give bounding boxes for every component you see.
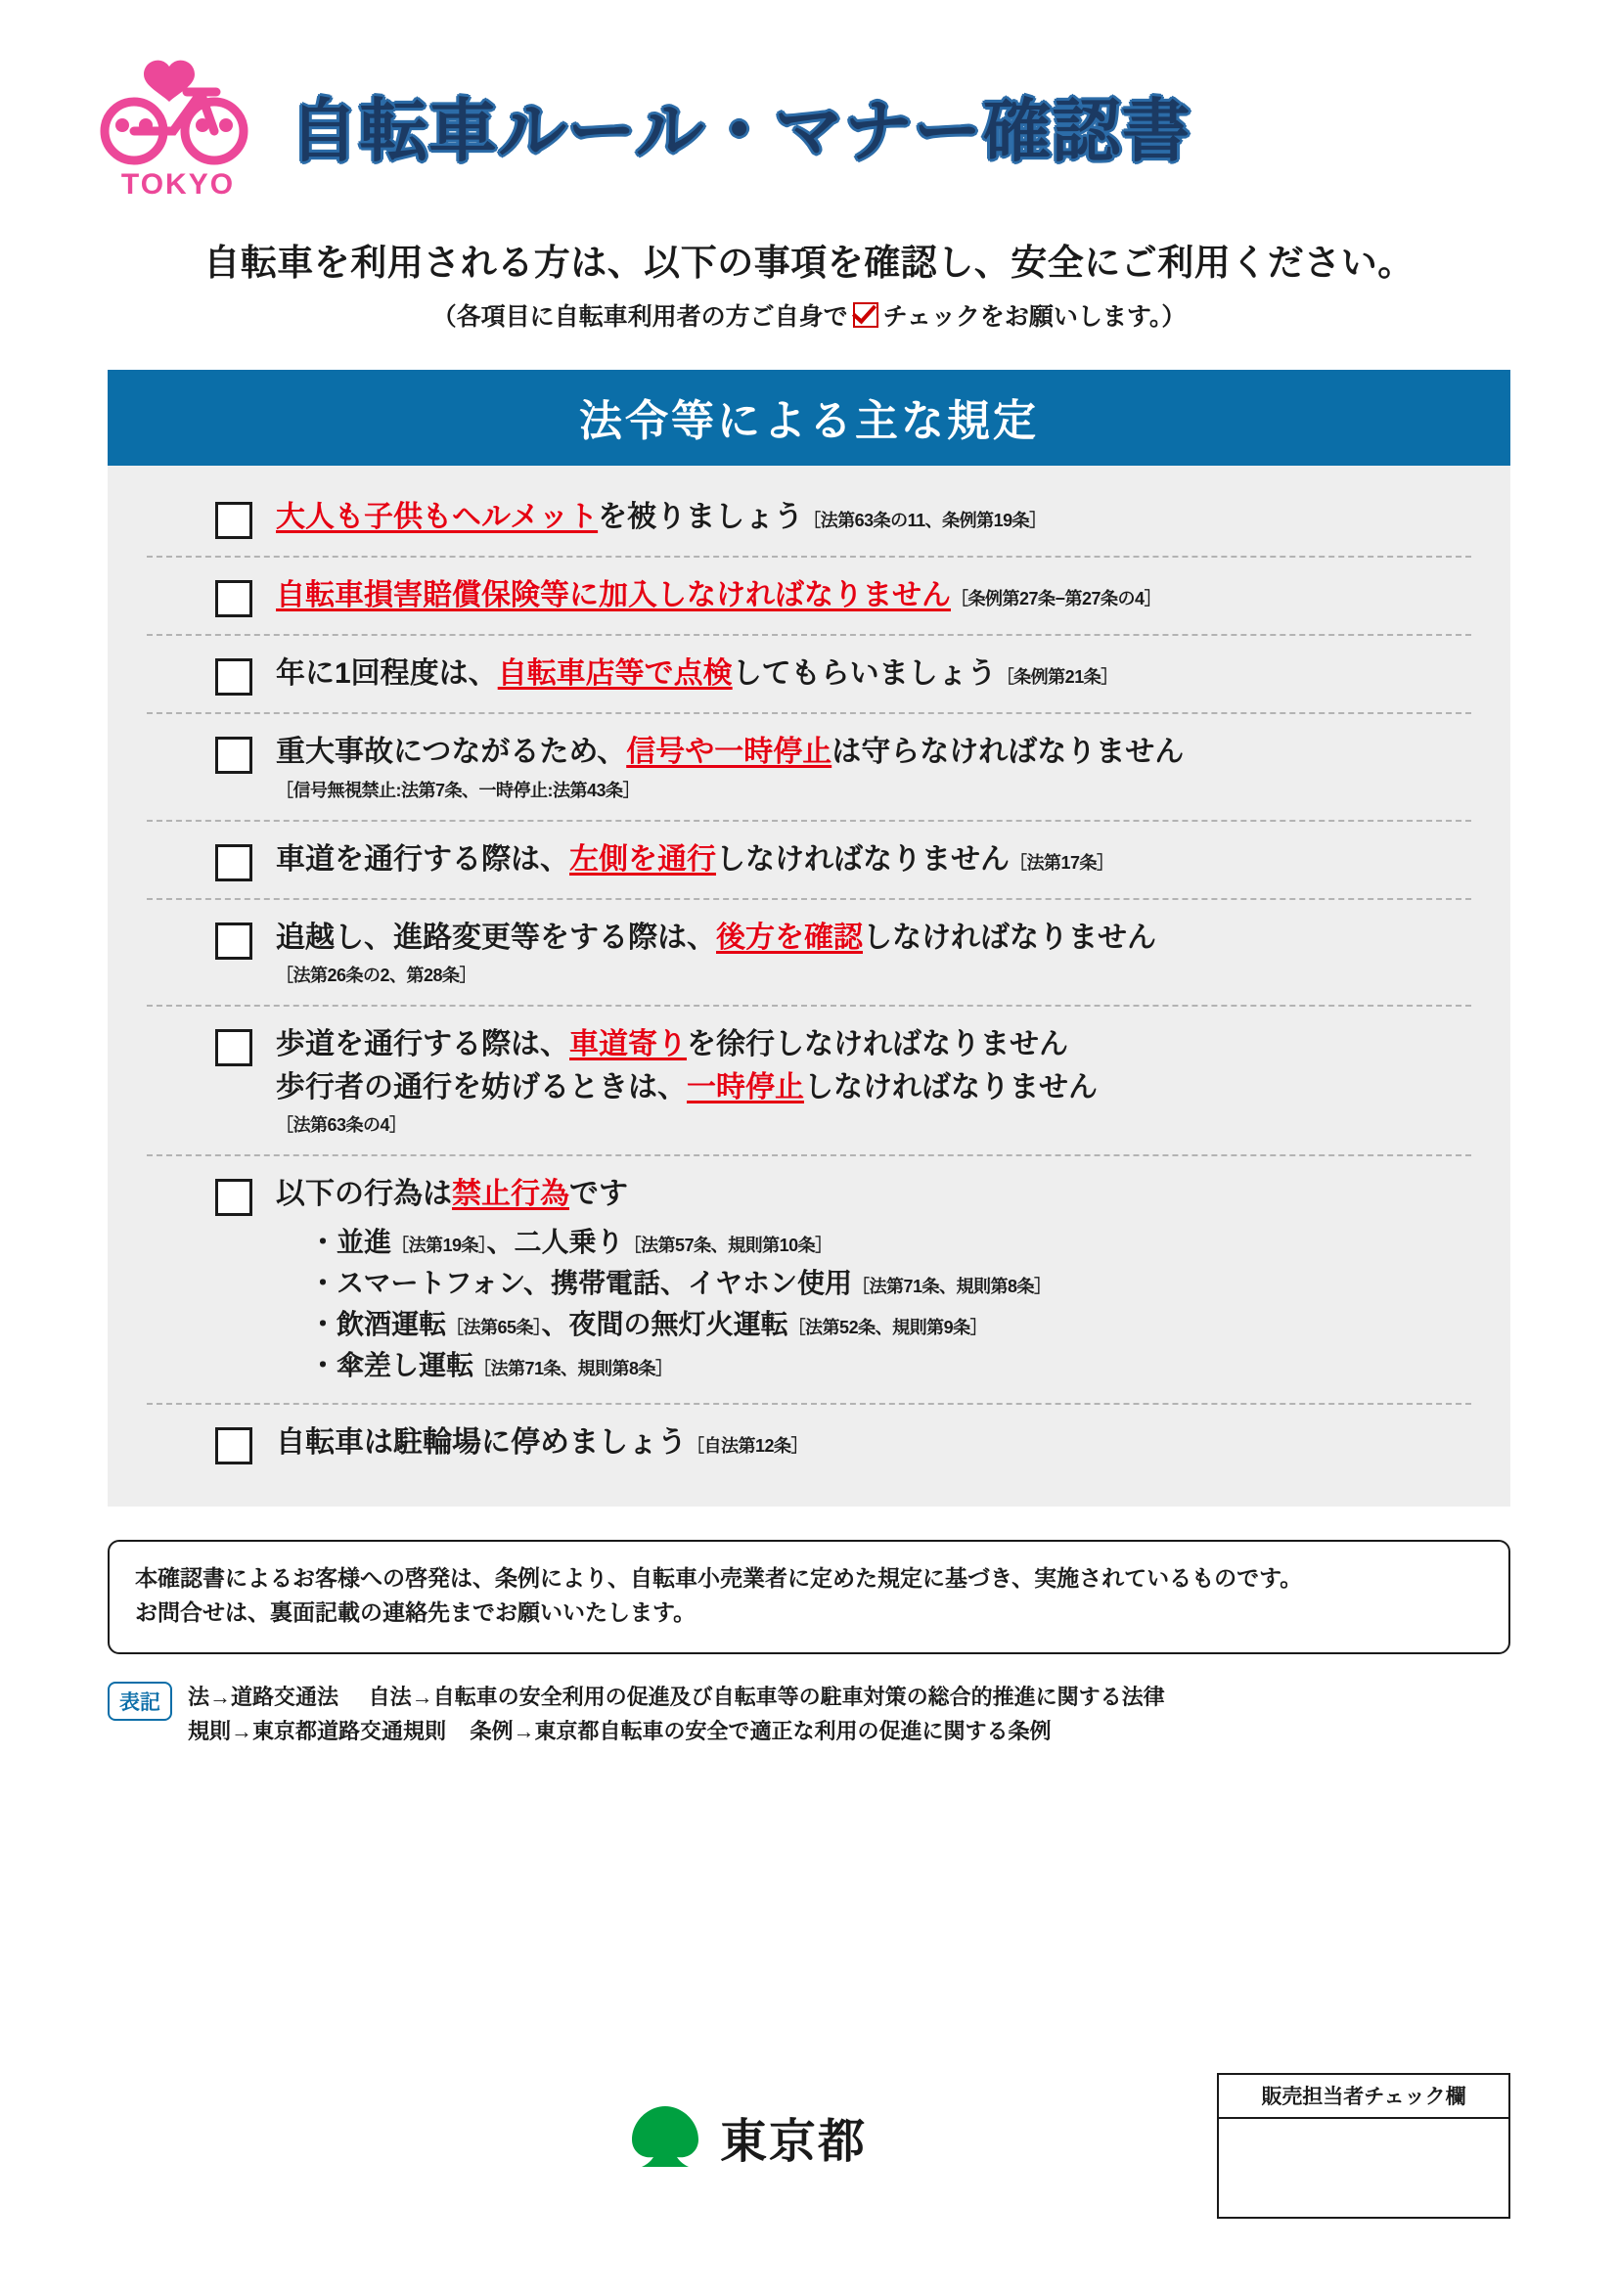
rule-reference: ［法第26条の2、第28条］ (276, 966, 477, 986)
rule-emphasis: 信号や一時停止 (626, 736, 832, 768)
list-item (309, 1222, 1052, 1263)
list-item (309, 1345, 1052, 1386)
rule-text-segment: 重大事故につながるため、 (276, 736, 627, 768)
rule-text-segment: 以下の行為は (276, 1178, 452, 1211)
legend-val-jorei: →東京都自転車の安全で適正な利用の促進に関する条例 (513, 1719, 1052, 1744)
rule-text-segment: を被りましょう (598, 501, 804, 533)
note-line-2: お問合せは、裏面記載の連絡先までお願いいたします。 (135, 1599, 697, 1626)
rule-row-inspection (147, 634, 1471, 712)
rule-text-segment: は守らなければなりません (831, 736, 1185, 768)
lead-line-2-after: チェックをお願いします。） (882, 303, 1187, 331)
rule-row-signal-stop (147, 712, 1471, 820)
rule-text-segment: 年に1回程度は、 (276, 657, 498, 690)
rule-text-segment: 車道を通行する際は、 (276, 842, 569, 876)
rule-text-segment: しなければなりません (804, 1070, 1098, 1103)
rule-reference: ［法第52条、規則第9条］ (787, 1317, 988, 1337)
note-line-1: 本確認書によるお客様への啓発は、条例により、自転車小売業者に定めた規定に基づき、実施されているものです。 (135, 1564, 1303, 1591)
rule-reference: ［法第63条の11、条例第19条］ (803, 511, 1047, 530)
seller-check-title: 販売担当者チェック欄 (1217, 2073, 1510, 2117)
rule-row-prohibited (147, 1154, 1471, 1403)
legend-val-kisoku: →東京都道路交通規則 (231, 1719, 447, 1744)
rule-emphasis: 左側を通行 (569, 842, 716, 876)
rule-text-segment: 並進 (337, 1226, 392, 1257)
rule-reference: ［法第63条の4］ (276, 1115, 407, 1136)
rule-emphasis: 自転車店等で点検 (497, 657, 733, 690)
rule-reference: ［条例第21条］ (996, 667, 1118, 687)
lead-line-1: 自転車を利用される方は、以下の事項を確認し、安全にご利用ください。 (203, 243, 1415, 283)
rule-emphasis: 一時停止 (687, 1070, 804, 1103)
logo-caption: TOKYO (120, 168, 236, 201)
rule-text-signal-stop (276, 731, 1184, 803)
rule-text-rear-check (276, 917, 1156, 989)
rule-text-inspection (276, 653, 1118, 696)
rule-text-segment: 飲酒運転 (337, 1308, 447, 1339)
rule-text-sidewalk (276, 1023, 1098, 1138)
rule-row-insurance (147, 556, 1471, 634)
tokyo-ginkgo-icon (626, 2102, 704, 2171)
legend-tag: 表記 (108, 1682, 172, 1721)
rule-text-parking (276, 1421, 808, 1464)
rule-text-segment: 傘差し運転 (337, 1349, 474, 1380)
page-title: 自転車ルール・マナー確認書 (290, 92, 1191, 169)
checked-checkbox-icon (853, 302, 878, 328)
rule-emphasis: 後方を確認 (716, 921, 863, 954)
rule-reference: ［条例第27条−第27条の4］ (951, 589, 1162, 608)
checkbox-insurance[interactable] (215, 580, 252, 617)
legend-val-ho: →道路交通法 (209, 1685, 339, 1710)
rule-text-segment: 歩行者の通行を妨げるときは、 (276, 1070, 687, 1103)
lead-text (0, 233, 1618, 333)
checkbox-parking[interactable] (215, 1427, 252, 1464)
rule-row-helmet (147, 479, 1471, 556)
rule-emphasis: 禁止行為 (452, 1178, 569, 1211)
rule-emphasis: 大人も子供もヘルメット (276, 501, 599, 533)
legend-line-1 (188, 1680, 1165, 1714)
rule-text-segment: してもらいましょう (732, 657, 997, 690)
lead-line-2 (0, 297, 1618, 333)
rule-text-segment: 、二人乗り (486, 1226, 624, 1257)
rule-reference: ［信号無視禁止:法第7条、一時停止:法第43条］ (276, 780, 641, 800)
rule-row-left-side (147, 820, 1471, 898)
checkbox-prohibited[interactable] (215, 1179, 252, 1216)
legend-key-ho: 法 (188, 1685, 210, 1710)
document-header (0, 0, 1618, 203)
seller-check-box (1217, 2073, 1510, 2219)
rule-text-segment: 歩道を通行する際は、 (276, 1028, 569, 1061)
tokyo-label: 東京都 (720, 2115, 868, 2168)
lead-line-2-before: （各項目に自転車利用者の方ご自身で (431, 303, 848, 331)
checkbox-rear-check[interactable] (215, 923, 252, 960)
rule-reference: ［法第17条］ (1010, 852, 1114, 873)
rule-reference: ［法第65条］ (446, 1317, 542, 1337)
legend (108, 1680, 1510, 1748)
legend-line-2 (188, 1714, 1165, 1748)
rule-text-insurance (276, 574, 1161, 617)
seller-check-field[interactable] (1217, 2117, 1510, 2219)
rule-text-segment: スマートフォン、携帯電話、イヤホン使用 (337, 1267, 852, 1298)
rule-row-sidewalk (147, 1005, 1471, 1154)
checkbox-signal-stop[interactable] (215, 737, 252, 774)
checkbox-helmet[interactable] (215, 502, 252, 539)
list-item (309, 1304, 1052, 1345)
legend-lines (188, 1680, 1165, 1748)
legend-key-jiho: 自法 (368, 1685, 412, 1710)
panel-heading: 法令等による主な規定 (108, 370, 1510, 466)
note-box (108, 1540, 1510, 1654)
rule-reference: ［法第57条、規則第10条］ (623, 1235, 832, 1255)
prohibited-list (309, 1222, 1052, 1386)
rule-text-prohibited (276, 1173, 1052, 1386)
rule-row-rear-check (147, 898, 1471, 1006)
rules-list (108, 466, 1510, 1507)
rule-text-segment: を徐行しなければなりません (687, 1028, 1068, 1061)
checkbox-left-side[interactable] (215, 844, 252, 881)
rule-text-segment: 、夜間の無灯火運転 (541, 1308, 788, 1339)
rule-text-segment: です (569, 1178, 628, 1211)
checkbox-inspection[interactable] (215, 658, 252, 696)
rule-reference: ［法第71条、規則第8条］ (851, 1276, 1052, 1296)
rule-text-segment: 自転車は駐輪場に停めましょう (276, 1425, 687, 1459)
legend-key-kisoku: 規則 (188, 1719, 232, 1744)
rules-panel (108, 370, 1510, 1507)
rule-text-helmet (276, 496, 1047, 539)
rule-emphasis: 車道寄り (569, 1028, 687, 1061)
legend-val-jiho: →自転車の安全利用の促進及び自転車等の駐車対策の総合的推進に関する法律 (411, 1685, 1165, 1710)
document-footer (0, 2073, 1618, 2239)
tokyo-bicycle-logo-icon (93, 47, 264, 203)
rule-text-segment: しなければなりません (716, 842, 1010, 876)
rule-reference: ［法第71条、規則第8条］ (473, 1358, 673, 1378)
legend-key-jorei: 条例 (470, 1719, 514, 1744)
list-item (309, 1263, 1052, 1304)
tokyo-metropolitan-mark (626, 2102, 867, 2171)
checkbox-sidewalk[interactable] (215, 1029, 252, 1066)
rule-text-left-side (276, 838, 1114, 881)
rule-text-segment: しなければなりません (863, 921, 1156, 954)
rule-reference: ［法第19条］ (391, 1235, 487, 1255)
rule-emphasis: 自転車損害賠償保険等に加入しなければなりません (276, 579, 951, 611)
rule-row-parking (147, 1403, 1471, 1481)
rule-reference: ［自法第12条］ (687, 1435, 809, 1456)
rule-text-segment: 追越し、進路変更等をする際は、 (276, 921, 716, 954)
